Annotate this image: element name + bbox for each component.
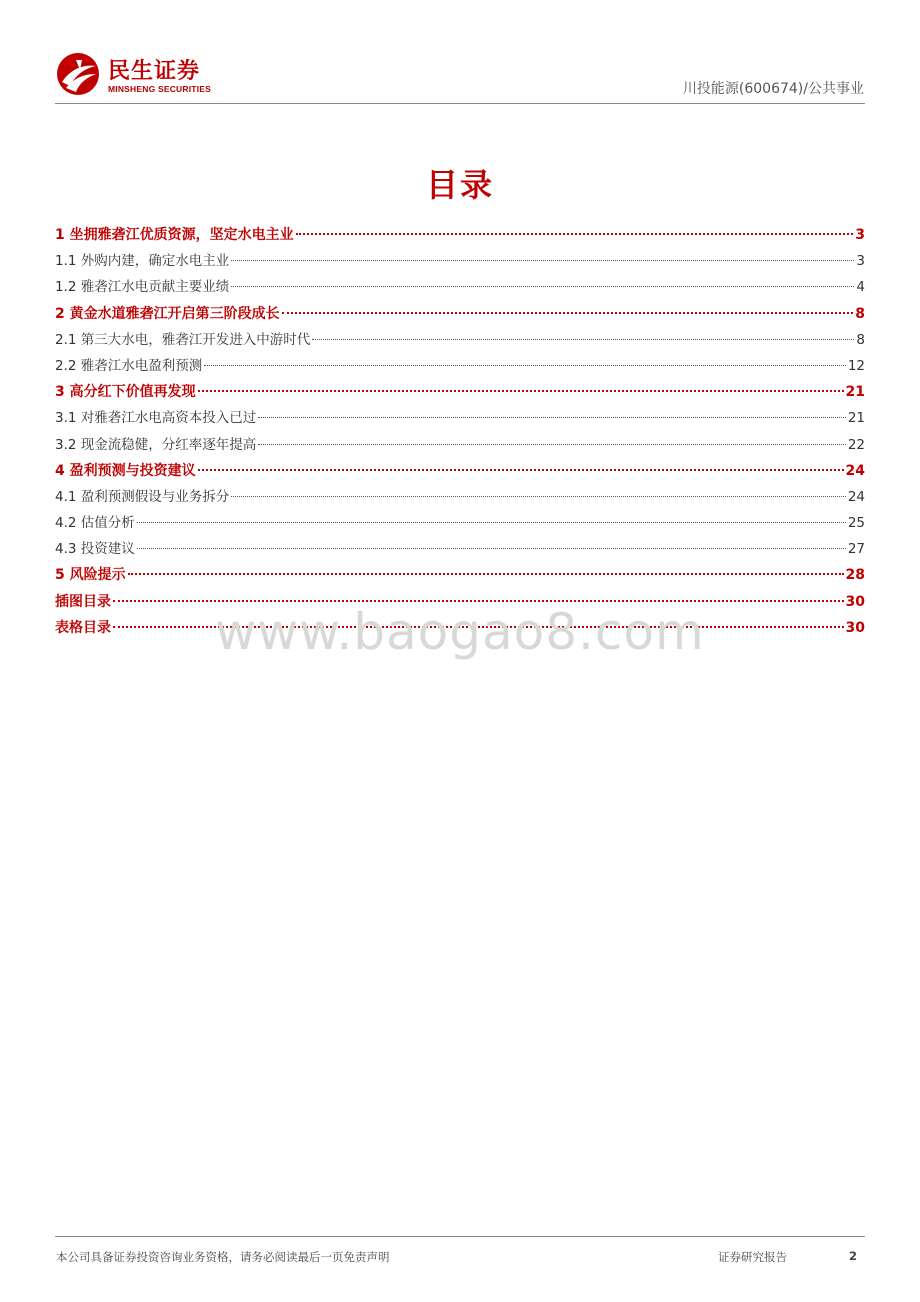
toc-entry[interactable] bbox=[55, 432, 865, 458]
toc-entry-label: 5 风险提示 bbox=[55, 567, 126, 584]
logo-chinese-name: 民生证券 bbox=[108, 59, 201, 84]
toc-entry-page: 30 bbox=[845, 593, 865, 610]
toc-dot-leader bbox=[204, 365, 846, 366]
header-divider bbox=[55, 103, 865, 104]
toc-dot-leader bbox=[128, 573, 844, 575]
toc-entry[interactable] bbox=[55, 248, 865, 274]
footer-disclaimer: 本公司具备证券投资咨询业务资格，请务必阅读最后一页免责声明 bbox=[56, 1250, 390, 1264]
toc-entry-label: 3 高分红下价值再发现 bbox=[55, 384, 196, 401]
toc-entry-label: 3.1 对雅砻江水电高资本投入已过 bbox=[55, 410, 257, 427]
toc-entry-page: 24 bbox=[847, 488, 865, 505]
toc-dot-leader bbox=[258, 417, 846, 418]
toc-entry[interactable] bbox=[55, 353, 865, 379]
toc-entry[interactable] bbox=[55, 301, 865, 327]
toc-entry-page: 12 bbox=[847, 357, 865, 374]
toc-entry-label: 4.2 估值分析 bbox=[55, 515, 135, 532]
toc-dot-leader bbox=[231, 496, 846, 497]
watermark: www.baogao8.com bbox=[215, 603, 705, 661]
toc-dot-leader bbox=[137, 522, 846, 523]
toc-entry-label: 插图目录 bbox=[55, 593, 111, 610]
toc-entry-label: 1.2 雅砻江水电贡献主要业绩 bbox=[55, 279, 230, 296]
toc-entry-page: 24 bbox=[845, 462, 865, 479]
toc-entry[interactable] bbox=[55, 327, 865, 353]
toc-entry-page: 25 bbox=[847, 515, 865, 532]
toc-entry[interactable] bbox=[55, 274, 865, 300]
toc-entry-page: 22 bbox=[847, 436, 865, 453]
toc-entry-label: 3.2 现金流稳健，分红率逐年提高 bbox=[55, 436, 257, 453]
minsheng-logo-icon bbox=[56, 52, 100, 96]
page-number: 2 bbox=[849, 1249, 858, 1263]
toc-dot-leader bbox=[231, 260, 854, 261]
toc-entry[interactable] bbox=[55, 458, 865, 484]
toc-entry[interactable] bbox=[55, 562, 865, 588]
toc-entry-page: 3 bbox=[855, 227, 865, 243]
toc-entry-page: 21 bbox=[847, 410, 865, 427]
toc-entry-page: 28 bbox=[845, 567, 865, 584]
toc-entry-page: 8 bbox=[856, 331, 865, 348]
toc-entry[interactable] bbox=[55, 536, 865, 562]
toc-entry-page: 21 bbox=[845, 384, 865, 401]
toc-dot-leader bbox=[312, 339, 854, 340]
document-reference: 川投能源(600674)/公共事业 bbox=[682, 81, 864, 97]
toc-dot-leader bbox=[113, 600, 844, 602]
footer-document-type: 证券研究报告 bbox=[718, 1250, 787, 1264]
toc-entry-page: 3 bbox=[856, 253, 865, 270]
toc-entry-label: 2.2 雅砻江水电盈利预测 bbox=[55, 357, 203, 374]
toc-entry[interactable] bbox=[55, 405, 865, 431]
toc-entry-label: 4.1 盈利预测假设与业务拆分 bbox=[55, 488, 230, 505]
toc-entry-label: 1.1 外购内建，确定水电主业 bbox=[55, 253, 230, 270]
page-header bbox=[0, 0, 920, 104]
toc-entry-label: 4 盈利预测与投资建议 bbox=[55, 462, 196, 479]
footer-divider bbox=[55, 1236, 865, 1237]
toc-dot-leader bbox=[282, 312, 854, 314]
toc-entry-page: 4 bbox=[856, 279, 865, 296]
toc-dot-leader bbox=[198, 469, 844, 471]
logo-english-name: MINSHENG SECURITIES bbox=[108, 84, 211, 94]
toc-entry-page: 8 bbox=[855, 305, 865, 322]
toc-entry-label: 1 坐拥雅砻江优质资源，坚定水电主业 bbox=[55, 227, 294, 243]
toc-entry-page: 30 bbox=[845, 619, 865, 636]
toc-dot-leader bbox=[296, 233, 854, 235]
toc-dot-leader bbox=[231, 286, 854, 287]
toc-entry[interactable] bbox=[55, 222, 865, 248]
toc-entry[interactable] bbox=[55, 379, 865, 405]
toc-entry-label: 4.3 投资建议 bbox=[55, 541, 135, 558]
toc-entry-label: 2 黄金水道雅砻江开启第三阶段成长 bbox=[55, 305, 280, 322]
page-title: 目录 bbox=[425, 166, 494, 204]
toc-entry-label: 表格目录 bbox=[55, 619, 111, 636]
toc-dot-leader bbox=[258, 444, 846, 445]
table-of-contents bbox=[55, 222, 865, 641]
toc-dot-leader bbox=[198, 390, 844, 392]
toc-entry-label: 2.1 第三大水电，雅砻江开发进入中游时代 bbox=[55, 331, 311, 348]
toc-entry-page: 27 bbox=[847, 541, 865, 558]
toc-entry[interactable] bbox=[55, 510, 865, 536]
toc-entry[interactable] bbox=[55, 484, 865, 510]
company-logo bbox=[56, 52, 226, 98]
toc-dot-leader bbox=[137, 548, 846, 549]
